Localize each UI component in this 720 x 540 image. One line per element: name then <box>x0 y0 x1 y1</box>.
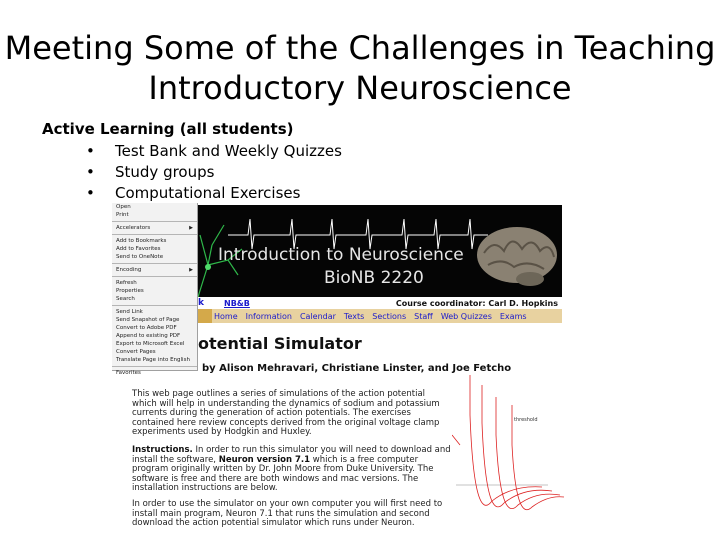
menu-separator <box>112 276 197 277</box>
browser-context-menu <box>112 203 198 376</box>
menu-item-properties[interactable]: Properties <box>116 288 144 294</box>
bullet-dot: • <box>86 163 95 181</box>
menu-separator <box>112 234 197 235</box>
bullet-dot: • <box>86 142 95 160</box>
brain-icon <box>474 223 560 289</box>
submenu-arrow-icon: ▶ <box>189 267 193 273</box>
instructions-text-a: In order to run this simulator you will need to download and install the software, <box>132 445 451 465</box>
bullet-item <box>86 141 342 162</box>
page-heading: otential Simulator <box>198 334 362 353</box>
menu-item-label: Accelerators <box>116 225 151 231</box>
menu-item-print[interactable]: Print <box>116 212 129 218</box>
banner-title: Introduction to Neuroscience <box>218 245 464 265</box>
page-authors: by Alison Mehravari, Christiane Linster, and Joe Fetcho <box>202 363 512 374</box>
section-heading: Active Learning (all students) <box>42 120 294 138</box>
usage-paragraph: In order to use the simulator on your own computer you will first need to install main program, Neuron 7.1 that runs the simulation and second download the action potential simulator which runs under Neuron. <box>132 499 443 529</box>
course-coordinator: Course coordinator: Carl D. Hopkins <box>395 298 558 308</box>
bullet-item <box>86 162 342 183</box>
brain-shape <box>477 227 557 283</box>
menu-item-send-link[interactable]: Send Link <box>116 309 143 315</box>
bullet-item <box>86 183 342 204</box>
menu-separator <box>112 221 197 222</box>
menu-item-encoding[interactable] <box>112 266 197 274</box>
slide-title-line2: Introductory Neuroscience <box>148 69 572 107</box>
brain-graphic <box>474 223 560 289</box>
menu-item-refresh[interactable]: Refresh <box>116 280 137 286</box>
nav-link-sections[interactable]: Sections <box>372 311 407 321</box>
nav-link-staff[interactable]: Staff <box>414 311 433 321</box>
menu-item-open[interactable]: Open <box>116 204 131 210</box>
logo-letter[interactable]: k <box>198 298 204 308</box>
menu-item-translate[interactable]: Translate Page into English <box>116 357 190 363</box>
cerebellum-shape <box>516 272 544 286</box>
navbar-top-row <box>198 297 562 309</box>
menu-item-label: Encoding <box>116 267 142 273</box>
instructions-label: Instructions. <box>132 445 193 455</box>
slide-title <box>0 28 720 108</box>
instructions-paragraph <box>132 446 452 494</box>
neuron-soma <box>205 264 211 270</box>
nav-link-information[interactable]: Information <box>245 311 292 321</box>
menu-separator <box>112 305 197 306</box>
instructions-text-b: which is a free computer program originally written by Dr. John Moore from Duke University. The software is free and there are both windows and mac versions. The installation instructions are below. <box>132 454 434 494</box>
menu-item-send-onenote[interactable]: Send to OneNote <box>116 254 164 260</box>
intro-paragraph: This web page outlines a series of simulations of the action potential which will help in understanding the dynamics of sodium and potassium currents during the generation of action potentials. The exercises contained here review concepts derived from the original voltage clamp experiments used by Hodgkin and Huxley. <box>132 389 440 438</box>
embedded-screenshot <box>112 203 566 536</box>
action-potential-plot <box>452 375 566 536</box>
menu-item-add-favorites[interactable]: Add to Favorites <box>116 246 161 252</box>
plot-label: threshold <box>514 417 538 423</box>
menu-item-export-excel[interactable]: Export to Microsoft Excel <box>116 341 185 347</box>
nav-link-web-quizzes[interactable]: Web Quizzes <box>440 311 492 321</box>
menu-item-convert-pages[interactable]: Convert Pages <box>116 349 156 355</box>
menu-item-send-snapshot[interactable]: Send Snapshot of Page <box>116 317 180 323</box>
bullet-dot: • <box>86 184 95 202</box>
menu-item-favorites[interactable]: Favorites <box>116 370 141 376</box>
nav-link-home[interactable]: Home <box>214 311 238 321</box>
navbar-links-row <box>198 309 562 323</box>
trace-red <box>470 375 542 505</box>
nav-link-texts[interactable]: Texts <box>343 311 365 321</box>
slide-title-line1: Meeting Some of the Challenges in Teaching <box>4 29 716 67</box>
neuron-version: Neuron version 7.1 <box>218 454 311 465</box>
menu-item-convert-pdf[interactable]: Convert to Adobe PDF <box>116 325 177 331</box>
nav-accent-block <box>198 309 212 323</box>
menu-separator <box>112 263 197 264</box>
nav-link-exams[interactable]: Exams <box>499 311 527 321</box>
menu-separator <box>112 366 197 367</box>
menu-item-search[interactable]: Search <box>116 296 135 302</box>
bullet-text: Test Bank and Weekly Quizzes <box>115 142 342 160</box>
menu-item-append-pdf[interactable]: Append to existing PDF <box>116 333 181 339</box>
trace-red <box>452 435 460 445</box>
submenu-arrow-icon: ▶ <box>189 225 193 231</box>
nbb-link[interactable]: NB&B <box>224 298 250 308</box>
nav-link-calendar[interactable]: Calendar <box>299 311 336 321</box>
course-navbar <box>198 297 562 325</box>
action-potential-traces <box>452 375 566 536</box>
bullet-text: Computational Exercises <box>115 184 301 202</box>
bullet-list <box>86 141 342 204</box>
banner-course: BioNB 2220 <box>324 268 424 288</box>
menu-item-add-bookmarks[interactable]: Add to Bookmarks <box>116 238 167 244</box>
menu-item-accelerators[interactable] <box>112 224 197 232</box>
bullet-text: Study groups <box>115 163 215 181</box>
course-banner <box>198 205 562 297</box>
